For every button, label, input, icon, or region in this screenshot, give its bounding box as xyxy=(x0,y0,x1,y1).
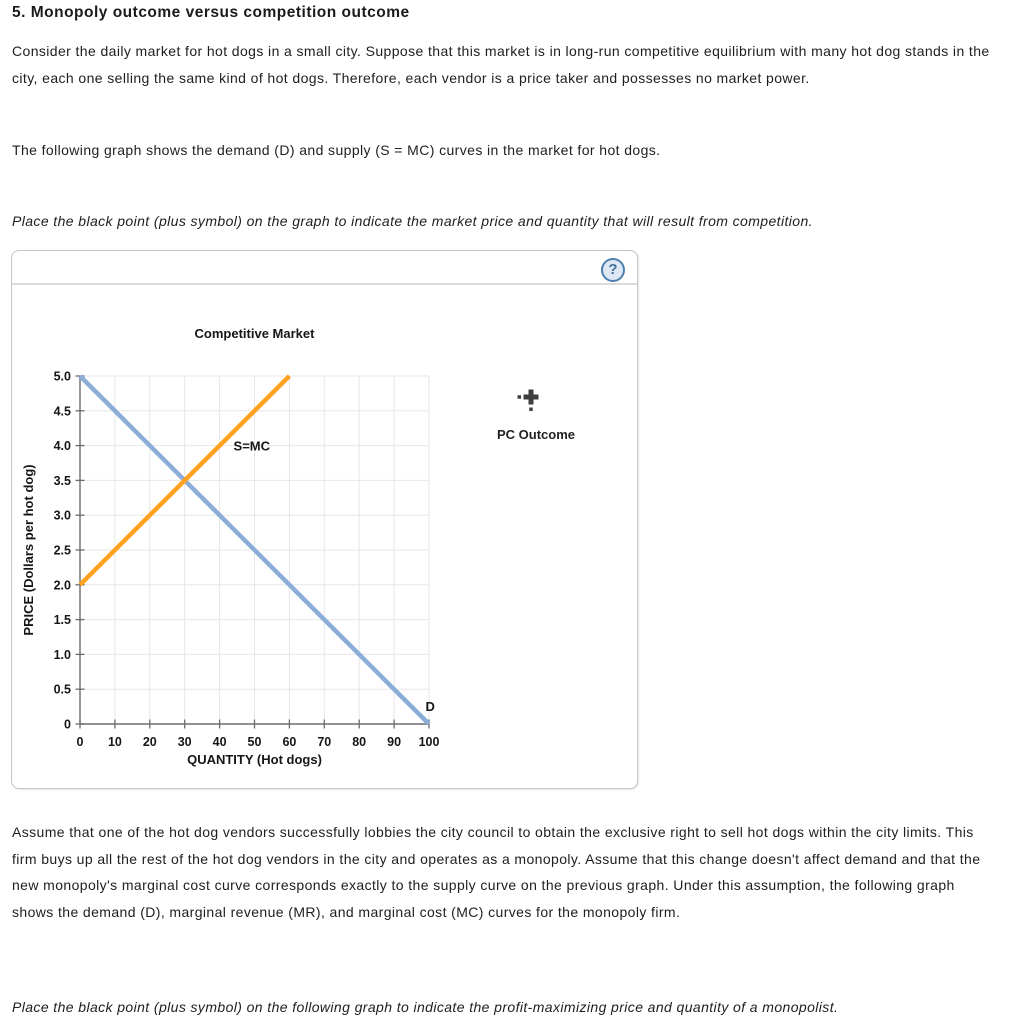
competition-instruction: Place the black point (plus symbol) on the graph to indicate the market price and quantity that will result from competition. xyxy=(12,213,813,229)
chart-title: Competitive Market xyxy=(194,326,315,341)
x-axis-title: QUANTITY (Hot dogs) xyxy=(187,752,322,767)
pc-outcome-point[interactable] xyxy=(497,390,575,443)
y-axis-title: PRICE (Dollars per hot dog) xyxy=(21,464,36,636)
y-tick-label: 4.0 xyxy=(53,439,71,454)
x-tick-label: 80 xyxy=(352,735,367,749)
x-tick-label: 90 xyxy=(387,735,402,749)
x-tick-label: 60 xyxy=(282,735,297,749)
x-tick-label: 40 xyxy=(212,735,227,749)
y-tick-label: 0 xyxy=(64,717,71,732)
x-tick-label: 100 xyxy=(418,735,440,749)
x-tick-label: 70 xyxy=(317,735,332,749)
plus-icon xyxy=(529,408,533,412)
curve-label-supply-equals-marginal-cost: S=MC xyxy=(233,438,271,454)
y-tick-label: 4.5 xyxy=(53,404,71,419)
monopoly-paragraph: Assume that one of the hot dog vendors successfully lobbies the city council to obtain the exclusive right to sell hot dogs within the city limits. This firm buys up all the rest of the hot dog vendors in the city and operates as a monopoly. Assume that this change doesn't affect demand and that the new monopoly's marginal cost curve corresponds exactly to the supply curve on the previous graph. Under this assumption, the following graph shows the demand (D), marginal revenue (MR), and marginal cost (MC) curves for the monopoly firm. xyxy=(12,824,981,920)
y-tick-label: 2.5 xyxy=(53,543,71,558)
plus-icon xyxy=(529,390,534,405)
plus-icon xyxy=(518,395,522,399)
help-icon[interactable]: ? xyxy=(601,258,625,282)
graph-panel xyxy=(11,250,638,789)
competitive-market-chart[interactable] xyxy=(12,288,639,790)
y-tick-label: 3.0 xyxy=(53,508,71,523)
graph-intro-paragraph: The following graph shows the demand (D) and supply (S = MC) curves in the market for hot dogs. xyxy=(12,142,661,158)
pc-outcome-label: PC Outcome xyxy=(496,427,576,442)
x-tick-label: 30 xyxy=(177,735,192,749)
y-tick-label: 1.0 xyxy=(53,647,71,662)
chart-area xyxy=(12,288,639,790)
y-tick-label: 3.5 xyxy=(53,473,71,488)
monopoly-instruction: Place the black point (plus symbol) on the following graph to indicate the profit-maximizing price and quantity of a monopolist. xyxy=(12,999,839,1015)
x-tick-label: 10 xyxy=(107,735,122,749)
y-tick-label: 5.0 xyxy=(53,369,71,384)
curve-label-demand: D xyxy=(425,698,435,714)
y-tick-label: 0.5 xyxy=(53,682,71,697)
x-tick-label: 20 xyxy=(142,735,157,749)
graph-panel-header xyxy=(12,251,637,285)
y-tick-label: 2.0 xyxy=(53,578,71,593)
question-title: 5. Monopoly outcome versus competition outcome xyxy=(12,4,410,21)
intro-paragraph: Consider the daily market for hot dogs in a small city. Suppose that this market is in long-run competitive equilibrium with many hot dog stands in the city, each one selling the same kind of hot dogs. Therefore, each vendor is a price taker and possesses no market power. xyxy=(12,43,990,86)
x-tick-label: 50 xyxy=(247,735,262,749)
x-tick-label: 0 xyxy=(76,735,84,749)
y-tick-label: 1.5 xyxy=(53,613,71,628)
